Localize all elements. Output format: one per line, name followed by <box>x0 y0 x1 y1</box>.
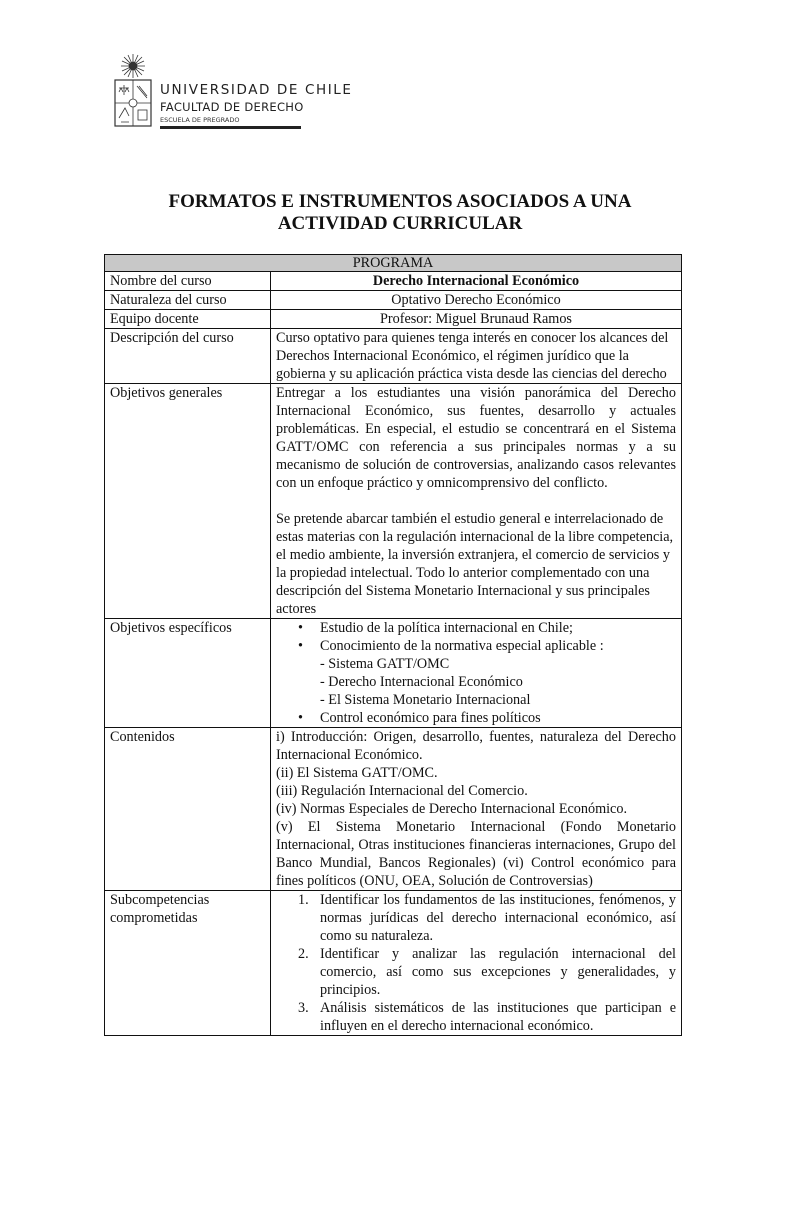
list-item: • Control económico para fines políticos <box>320 709 676 727</box>
row-label: Contenidos <box>105 728 271 891</box>
row-label-line: comprometidas <box>110 910 198 926</box>
course-description: Curso optativo para quienes tenga interés en conocer los alcances del Derechos Internacional Económico, el régimen jurídico que la gobierna y su aplicación práctica vista desde las ciencias del derecho <box>271 329 682 384</box>
content-item: (v) El Sistema Monetario Internacional (Fondo Monetario Internacional, Otras instituciones financieras internaciones, Grupo del Banco Mundial, Bancos Regionales) (vi) Control económico para fines políticos (ONU, OEA, Solución de Controversias) <box>276 819 676 889</box>
specific-objectives <box>271 619 682 728</box>
table-row <box>105 619 682 728</box>
subcompetencies <box>271 891 682 1036</box>
teaching-team: Profesor: Miguel Brunaud Ramos <box>271 310 682 329</box>
table-row <box>105 728 682 891</box>
sub-item: - El Sistema Monetario Internacional <box>320 692 531 708</box>
row-label: Descripción del curso <box>105 329 271 384</box>
table-header: PROGRAMA <box>105 255 682 272</box>
content-item: (ii) El Sistema GATT/OMC. <box>276 765 438 781</box>
program-table <box>104 254 682 1036</box>
row-label <box>105 891 271 1036</box>
course-nature: Optativo Derecho Económico <box>271 291 682 310</box>
sub-item: - Derecho Internacional Económico <box>320 674 523 690</box>
course-name: Derecho Internacional Económico <box>271 272 682 291</box>
list-number: 2. <box>298 946 309 962</box>
list-item <box>276 999 676 1035</box>
university-crest-icon <box>113 52 153 132</box>
list-item <box>320 637 676 709</box>
list-item-text: Análisis sistemáticos de las instituciones que participan e influyen en el derecho internacional económico. <box>320 1000 676 1034</box>
table-row <box>105 384 682 619</box>
table-row <box>105 272 682 291</box>
row-label-line: Subcompetencias <box>110 892 210 908</box>
content-item: (iv) Normas Especiales de Derecho Internacional Económico. <box>276 801 627 817</box>
general-objectives-paragraph-2: Se pretende abarcar también el estudio general e interrelacionado de estas materias con la regulación internacional de la libre competencia, el medio ambiente, la inversión extranjera, el comercio de servicios y la propiedad intelectual. Todo lo anterior complementado con una descripción del Sistema Monetario Internacional y sus principales actores <box>276 511 674 617</box>
page-title <box>100 191 700 235</box>
list-item: • Estudio de la política internacional en Chile; <box>320 619 676 637</box>
row-label: Nombre del curso <box>105 272 271 291</box>
list-item <box>276 945 676 999</box>
title-line-1: FORMATOS E INSTRUMENTOS ASOCIADOS A UNA <box>168 191 632 212</box>
list-item <box>276 891 676 945</box>
list-number: 3. <box>298 1000 309 1016</box>
sub-item: - Sistema GATT/OMC <box>320 656 450 672</box>
row-label: Naturaleza del curso <box>105 291 271 310</box>
university-name: UNIVERSIDAD DE CHILE <box>160 82 353 98</box>
row-label: Equipo docente <box>105 310 271 329</box>
content-item: i) Introducción: Origen, desarrollo, fuentes, naturaleza del Derecho Internacional Económico. <box>276 729 676 763</box>
table-row <box>105 310 682 329</box>
faculty-name: FACULTAD DE DERECHO <box>160 100 304 114</box>
general-objectives <box>271 384 682 619</box>
general-objectives-paragraph-1: Entregar a los estudiantes una visión panorámica del Derecho Internacional Económico, sus fuentes, desarrollo y actuales problemáticas. En especial, el estudio se concentrará en el Sistema GATT/OMC con referencia a sus principales normas y a su mecanismo de solución de controversias, analizando casos relevantes con un enfoque práctico y omnicomprensivo del conflicto. <box>276 385 676 491</box>
table-row <box>105 891 682 1036</box>
content-item: (iii) Regulación Internacional del Comercio. <box>276 783 528 799</box>
university-logo <box>113 52 353 132</box>
list-item-text: Identificar los fundamentos de las instituciones, fenómenos, y normas jurídicas del derecho internacional económico, así como su naturaleza. <box>320 892 676 944</box>
title-line-2: ACTIVIDAD CURRICULAR <box>277 213 523 234</box>
logo-divider <box>160 126 301 129</box>
table-row <box>105 291 682 310</box>
contents <box>271 728 682 891</box>
list-number: 1. <box>298 892 309 908</box>
row-label: Objetivos específicos <box>105 619 271 728</box>
row-label: Objetivos generales <box>105 384 271 619</box>
list-item-text: Conocimiento de la normativa especial aplicable : <box>320 638 604 654</box>
list-item-text: Identificar y analizar las regulación internacional del comercio, así como sus excepciones y generalidades, y principios. <box>320 946 676 998</box>
school-name: ESCUELA DE PREGRADO <box>160 116 240 124</box>
table-row <box>105 329 682 384</box>
